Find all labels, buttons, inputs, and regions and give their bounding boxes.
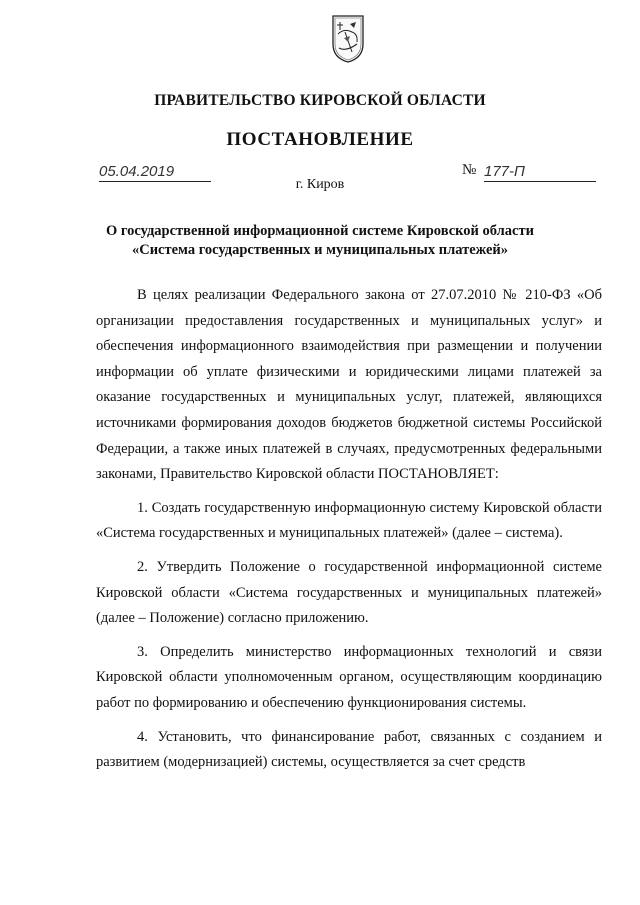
preamble-paragraph: В целях реализации Федерального закона от 27.07.2010 № 210-ФЗ «Об организации предоставления государственных и муниципальных услуг» и обеспечения информационного взаимодействия при размещении и получении информации об уплате физическими и юридическими лицами платежей за оказание государственных и муниципальных услуг, платежей, являющихся источниками формирования доходов бюджетов бюджетной системы Российской Федерации, а также иных платежей в случаях, предусмотренных федеральными законами, Правительство Кировской области ПОСТАНОВЛЯЕТ: [96, 287, 602, 483]
city-name: г. Киров [295, 177, 345, 192]
subject-line-1: О государственной информационной системе Кировской области [106, 223, 534, 239]
decree-date: 05.04.2019 [99, 163, 211, 182]
clause-4: 4. Установить, что финансирование работ, связанных с созданием и развитием (модернизацией) системы, осуществляется за счет средств [96, 728, 602, 771]
clause-3: 3. Определить министерство информационных технологий и связи Кировской области уполномоченным органом, осуществляющим координацию работ по формированию и обеспечению функционирования системы. [96, 643, 602, 711]
decree-subject [90, 222, 550, 260]
government-name: ПРАВИТЕЛЬСТВО КИРОВСКОЙ ОБЛАСТИ [154, 92, 486, 109]
decree-body [96, 283, 602, 784]
subject-line-2: «Система государственных и муниципальных платежей» [131, 242, 509, 258]
number-label: № [462, 162, 477, 178]
document-type-title: ПОСТАНОВЛЕНИЕ [226, 129, 414, 150]
kirov-coat-of-arms-icon [330, 14, 366, 64]
clause-2: 2. Утвердить Положение о государственной информационной системе Кировской области «Система государственных и муниципальных платежей» (далее – Положение) согласно приложению. [96, 558, 602, 627]
decree-number: 177-П [484, 163, 596, 182]
clause-1: 1. Создать государственную информационную систему Кировской области «Система государственных и муниципальных платежей» (далее – система). [96, 499, 602, 542]
